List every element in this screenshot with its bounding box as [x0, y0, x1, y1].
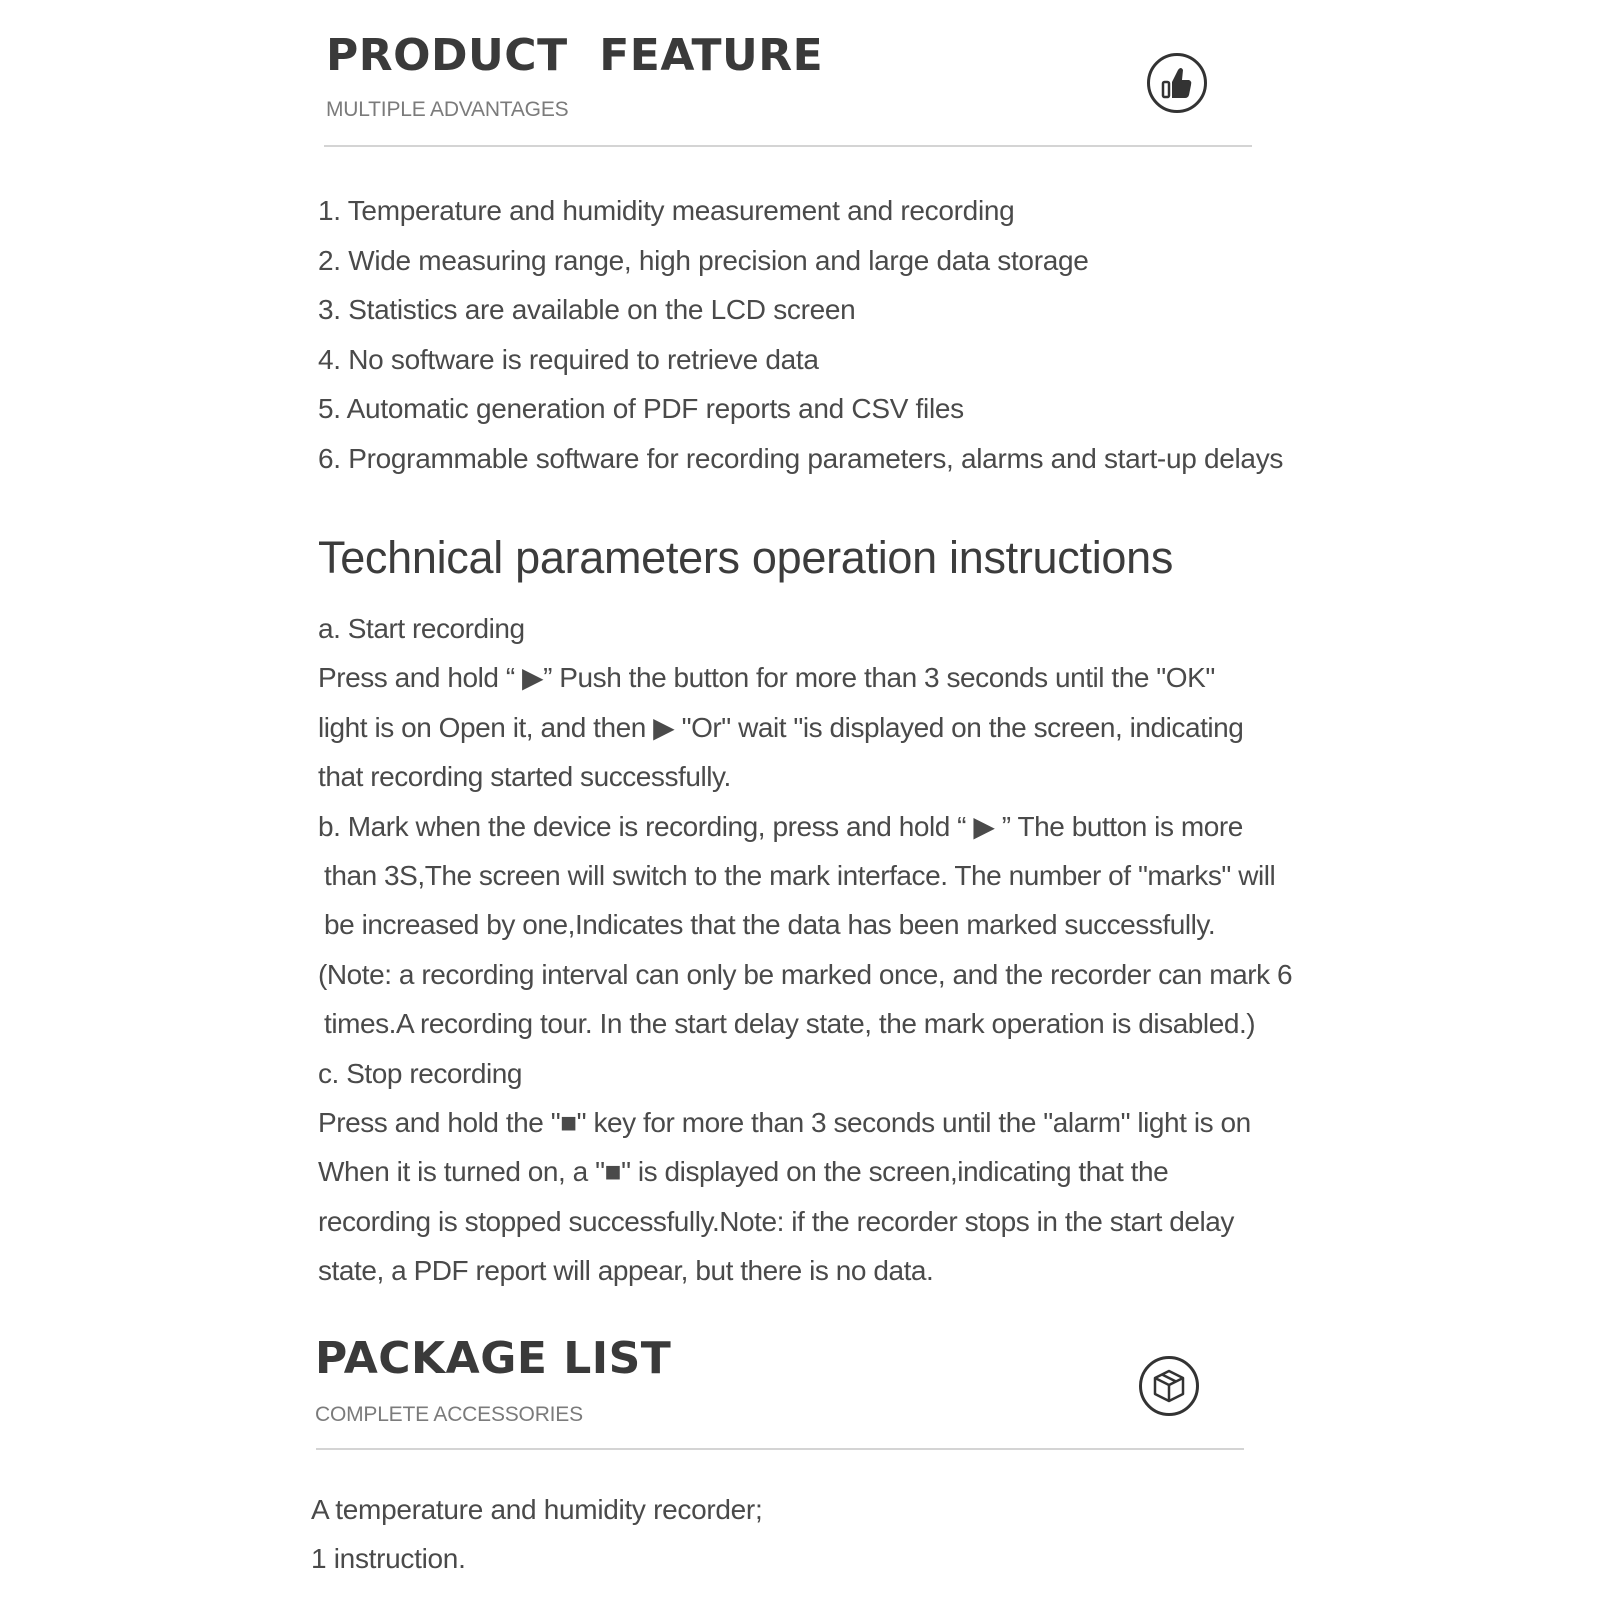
instruction-line: c. Stop recording [318, 1057, 523, 1089]
list-item: A temperature and humidity recorder; [311, 1494, 763, 1525]
list-item: 1. Temperature and humidity measurement and recording [318, 195, 1015, 226]
package-title: PACKAGE LIST [315, 1333, 672, 1384]
instruction-line: b. Mark when the device is recording, press and hold “ ▶ ” The button is more [318, 810, 1243, 842]
instruction-line: than 3S,The screen will switch to the mark interface. The number of "marks" will [324, 860, 1276, 892]
instruction-line: state, a PDF report will appear, but there is no data. [318, 1255, 934, 1287]
technical-title: Technical parameters operation instructions [318, 532, 1174, 583]
instruction-line: times.A recording tour. In the start delay state, the mark operation is disabled.) [324, 1008, 1256, 1040]
instruction-line: be increased by one,Indicates that the data has been marked successfully. [324, 909, 1216, 941]
feature-divider [324, 145, 1252, 147]
list-item: 5. Automatic generation of PDF reports and CSV files [318, 393, 964, 424]
feature-list [318, 186, 1283, 483]
package-list [311, 1485, 762, 1583]
list-item: 1 instruction. [311, 1543, 466, 1574]
instruction-line: that recording started successfully. [318, 761, 731, 793]
instruction-line: Press and hold “ ▶” Push the button for more than 3 seconds until the "OK" [318, 662, 1215, 694]
feature-subtitle: MULTIPLE ADVANTAGES [326, 98, 569, 121]
list-item: 6. Programmable software for recording parameters, alarms and start-up delays [318, 442, 1284, 474]
instruction-line: light is on Open it, and then ▶ "Or" wait "is displayed on the screen, indicating [318, 711, 1244, 743]
package-box-icon [1139, 1356, 1199, 1416]
list-item: 4. No software is required to retrieve data [318, 343, 819, 375]
instruction-line: (Note: a recording interval can only be marked once, and the recorder can mark 6 [318, 958, 1293, 990]
feature-title: PRODUCT FEATURE [326, 30, 824, 81]
thumbs-up-icon [1147, 53, 1207, 113]
instruction-line: a. Start recording [318, 613, 525, 644]
instruction-line: recording is stopped successfully.Note: if the recorder stops in the start delay [318, 1205, 1234, 1237]
list-item: 2. Wide measuring range, high precision and large data storage [318, 244, 1089, 276]
list-item: 3. Statistics are available on the LCD screen [318, 294, 856, 325]
package-subtitle: COMPLETE ACCESSORIES [315, 1403, 583, 1426]
package-divider [316, 1448, 1244, 1450]
instruction-line: When it is turned on, a "■" is displayed on the screen,indicating that the [318, 1156, 1169, 1188]
instruction-line: Press and hold the "■" key for more than 3 seconds until the "alarm" light is on [318, 1107, 1251, 1139]
technical-instructions [318, 604, 1292, 1296]
